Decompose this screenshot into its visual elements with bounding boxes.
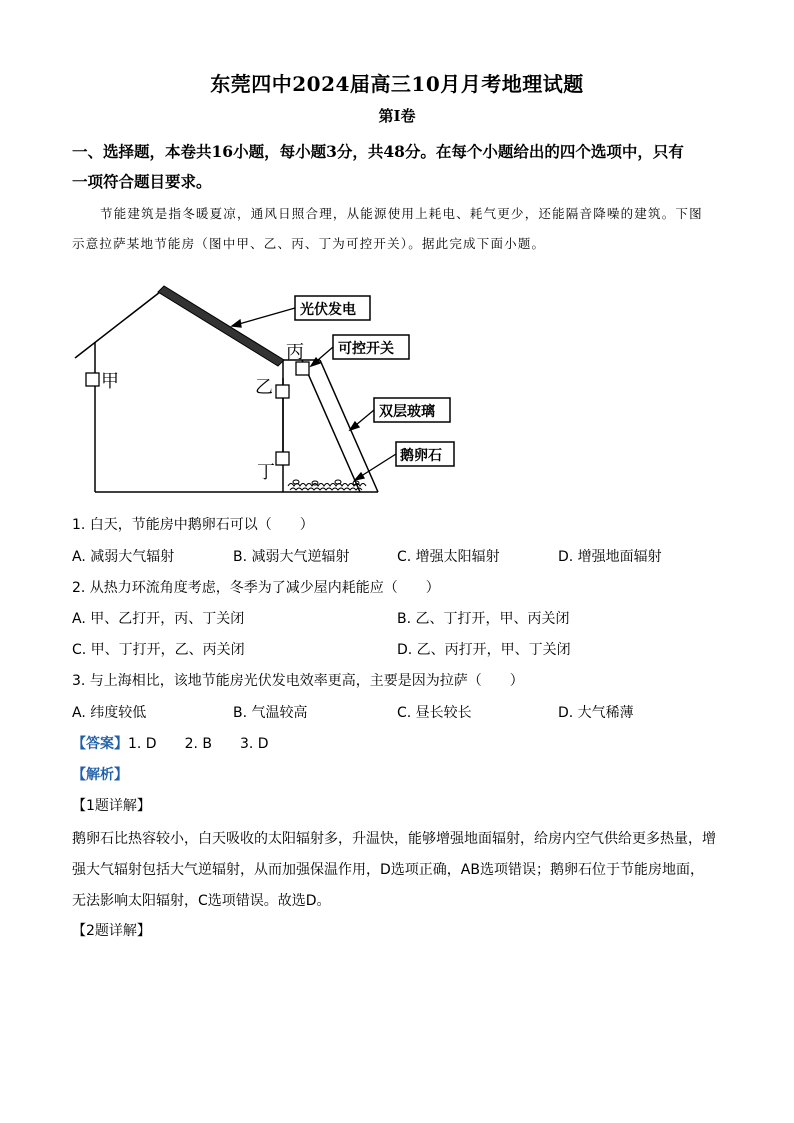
glass-outer xyxy=(320,360,378,492)
glass-inner xyxy=(302,360,360,492)
answer-label: 【答案】 xyxy=(72,736,128,752)
detail2-heading: 【2题详解】 xyxy=(72,923,151,939)
q1-option-b: B. 减弱大气逆辐射 xyxy=(233,549,350,565)
detail1-line2: 强大气辐射包括大气逆辐射，从而加强保温作用，D选项正确，AB选项错误；鹅卵石位于节能房地面， xyxy=(72,862,704,878)
pebble-label: 鹅卵石 xyxy=(400,448,442,464)
q3-option-b: B. 气温较高 xyxy=(233,705,308,721)
switch-bing xyxy=(296,362,309,375)
q1-option-d: D. 增强地面辐射 xyxy=(558,549,662,565)
q2-option-d: D. 乙、丙打开，甲、丁关闭 xyxy=(397,642,571,658)
q2-option-a: A. 甲、乙打开，丙、丁关闭 xyxy=(72,611,245,627)
glass-label: 双层玻璃 xyxy=(379,404,435,420)
intro-line1: 节能建筑是指冬暖夏凉，通风日照合理，从能源使用上耗电、耗气更少，还能隔音降噪的建筑。下图 xyxy=(100,206,703,221)
ding-label: 丁 xyxy=(257,462,275,483)
switch-yi xyxy=(276,385,289,398)
question-1-stem: 1. 白天，节能房中鹅卵石可以（ ） xyxy=(72,517,314,533)
q3-option-c: C. 昼长较长 xyxy=(397,705,472,721)
detail1-line1: 鹅卵石比热容较小，白天吸收的太阳辐射多，升温快，能够增强地面辐射，给房内空气供给更多热量，增 xyxy=(72,831,716,847)
yi-label: 乙 xyxy=(255,377,273,398)
answer-text: 1. D 2. B 3. D xyxy=(128,736,269,752)
pebble-layer xyxy=(288,480,366,490)
question-3-stem: 3. 与上海相比，该地节能房光伏发电效率更高，主要是因为拉萨（ ） xyxy=(72,673,524,689)
solar-panel xyxy=(158,286,284,366)
switch-jia xyxy=(86,373,99,386)
section-heading-line1: 一、选择题，本卷共16小题，每小题3分，共48分。在每个小题给出的四个选项中，只有 xyxy=(72,142,684,161)
q1-option-c: C. 增强太阳辐射 xyxy=(397,549,500,565)
q3-option-a: A. 纬度较低 xyxy=(72,705,147,721)
detail1-heading: 【1题详解】 xyxy=(72,798,151,814)
energy-saving-house-diagram xyxy=(0,280,794,500)
answer-line xyxy=(72,733,269,753)
switch-ding xyxy=(276,452,289,465)
bing-label: 丙 xyxy=(286,342,304,363)
q2-option-c: C. 甲、丁打开，乙、丙关闭 xyxy=(72,642,245,658)
analysis-label: 【解析】 xyxy=(72,767,128,783)
q3-option-d: D. 大气稀薄 xyxy=(558,705,634,721)
detail1-line3: 无法影响太阳辐射，C选项错误。故选D。 xyxy=(72,893,331,909)
section-heading-line2: 一项符合题目要求。 xyxy=(72,172,212,191)
q1-option-a: A. 减弱大气辐射 xyxy=(72,549,175,565)
pv-pointer xyxy=(232,308,295,326)
question-2-stem: 2. 从热力环流角度考虑，冬季为了减少屋内耗能应（ ） xyxy=(72,580,440,596)
analysis-line xyxy=(72,764,128,784)
roof-left-line xyxy=(75,292,160,358)
intro-line2: 示意拉萨某地节能房（图中甲、乙、丙、丁为可控开关）。据此完成下面小题。 xyxy=(72,236,546,251)
switch-label: 可控开关 xyxy=(338,341,394,357)
q2-option-b: B. 乙、丁打开，甲、丙关闭 xyxy=(397,611,570,627)
volume-label: 第Ⅰ卷 xyxy=(378,107,416,125)
page-title: 东莞四中2024届高三10月月考地理试题 xyxy=(210,72,584,96)
jia-label: 甲 xyxy=(101,371,119,392)
pv-label: 光伏发电 xyxy=(300,302,356,318)
